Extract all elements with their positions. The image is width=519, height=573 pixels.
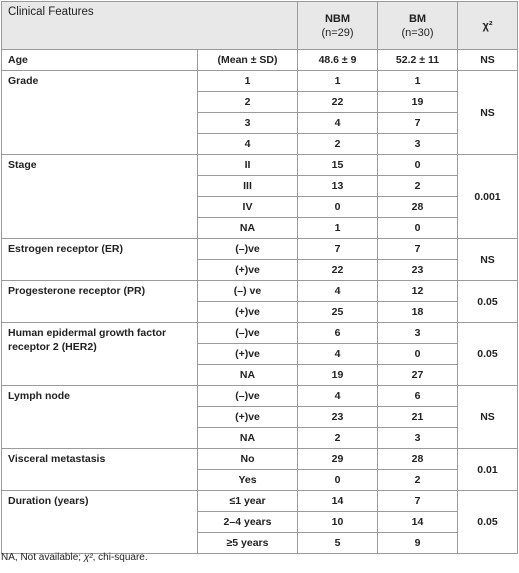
bm-value-cell: 0 xyxy=(378,218,458,239)
chi-square-cell: 0.001 xyxy=(458,155,518,239)
chi-square-cell: NS xyxy=(458,386,518,449)
chi-square-cell: NS xyxy=(458,50,518,71)
nbm-value-cell: 22 xyxy=(298,260,378,281)
bm-value-cell: 28 xyxy=(378,449,458,470)
bm-value-cell: 21 xyxy=(378,407,458,428)
bm-value-cell: 12 xyxy=(378,281,458,302)
bm-value-cell: 7 xyxy=(378,491,458,512)
feature-cell: Grade xyxy=(2,71,198,155)
nbm-value-cell: 2 xyxy=(298,428,378,449)
footnote-chi-text: , chi-square. xyxy=(92,552,148,563)
feature-cell: Estrogen receptor (ER) xyxy=(2,239,198,281)
table-row xyxy=(2,491,518,512)
chi-square-cell: 0.01 xyxy=(458,449,518,491)
subcategory-cell: 3 xyxy=(198,113,298,134)
subcategory-cell: (+)ve xyxy=(198,260,298,281)
nbm-value-cell: 4 xyxy=(298,113,378,134)
bm-value-cell: 0 xyxy=(378,155,458,176)
clinical-features-table xyxy=(1,1,518,554)
subcategory-cell: 1 xyxy=(198,71,298,92)
nbm-value-cell: 19 xyxy=(298,365,378,386)
subcategory-cell: 2–4 years xyxy=(198,512,298,533)
subcategory-cell: (+)ve xyxy=(198,344,298,365)
nbm-value-cell: 15 xyxy=(298,155,378,176)
table-row xyxy=(2,50,518,71)
table-row xyxy=(2,239,518,260)
subcategory-cell: ≤1 year xyxy=(198,491,298,512)
header-bm-label: BM xyxy=(408,12,427,25)
nbm-value-cell: 6 xyxy=(298,323,378,344)
table-row xyxy=(2,155,518,176)
subcategory-cell: (+)ve xyxy=(198,302,298,323)
nbm-value-cell: 4 xyxy=(298,344,378,365)
footnote-na: NA, Not available; xyxy=(1,552,84,563)
nbm-value-cell: 22 xyxy=(298,92,378,113)
feature-cell: Visceral metastasis xyxy=(2,449,198,491)
nbm-value-cell: 0 xyxy=(298,197,378,218)
bm-value-cell: 23 xyxy=(378,260,458,281)
feature-cell: Age xyxy=(2,50,198,71)
feature-cell: Duration (years) xyxy=(2,491,198,554)
footnote-chi-symbol: χ² xyxy=(83,552,93,563)
header-nbm-n: (n=29) xyxy=(321,26,354,39)
subcategory-cell: (–)ve xyxy=(198,239,298,260)
nbm-value-cell: 2 xyxy=(298,134,378,155)
nbm-value-cell: 10 xyxy=(298,512,378,533)
nbm-value-cell: 48.6 ± 9 xyxy=(298,50,378,71)
table-row xyxy=(2,449,518,470)
header-nbm xyxy=(298,2,378,50)
bm-value-cell: 0 xyxy=(378,344,458,365)
subcategory-cell: (+)ve xyxy=(198,407,298,428)
nbm-value-cell: 4 xyxy=(298,281,378,302)
chi-square-cell: 0.05 xyxy=(458,323,518,386)
subcategory-cell: 4 xyxy=(198,134,298,155)
bm-value-cell: 28 xyxy=(378,197,458,218)
bm-value-cell: 3 xyxy=(378,428,458,449)
bm-value-cell: 7 xyxy=(378,113,458,134)
header-bm-n: (n=30) xyxy=(401,26,434,39)
bm-value-cell: 7 xyxy=(378,239,458,260)
subcategory-cell: NA xyxy=(198,365,298,386)
header-bm xyxy=(378,2,458,50)
subcategory-cell: NA xyxy=(198,428,298,449)
nbm-value-cell: 29 xyxy=(298,449,378,470)
feature-cell: Lymph node xyxy=(2,386,198,449)
bm-value-cell: 3 xyxy=(378,134,458,155)
nbm-value-cell: 1 xyxy=(298,71,378,92)
nbm-value-cell: 1 xyxy=(298,218,378,239)
chi-square-cell: NS xyxy=(458,71,518,155)
nbm-value-cell: 23 xyxy=(298,407,378,428)
bm-value-cell: 19 xyxy=(378,92,458,113)
bm-value-cell: 2 xyxy=(378,176,458,197)
table-row xyxy=(2,71,518,92)
chi-square-cell: 0.05 xyxy=(458,491,518,554)
bm-value-cell: 9 xyxy=(378,533,458,554)
header-nbm-label: NBM xyxy=(324,12,351,25)
bm-value-cell: 3 xyxy=(378,323,458,344)
bm-value-cell: 6 xyxy=(378,386,458,407)
table-row xyxy=(2,281,518,302)
nbm-value-cell: 0 xyxy=(298,470,378,491)
nbm-value-cell: 7 xyxy=(298,239,378,260)
header-chi-square: χ² xyxy=(458,2,518,50)
nbm-value-cell: 13 xyxy=(298,176,378,197)
nbm-value-cell: 14 xyxy=(298,491,378,512)
table-row xyxy=(2,323,518,344)
chi-square-cell: NS xyxy=(458,239,518,281)
feature-cell: Progesterone receptor (PR) xyxy=(2,281,198,323)
nbm-value-cell: 5 xyxy=(298,533,378,554)
header-row xyxy=(2,2,518,50)
feature-cell: Human epidermal growth factor receptor 2 (HER2) xyxy=(2,323,198,386)
subcategory-cell: 2 xyxy=(198,92,298,113)
bm-value-cell: 52.2 ± 11 xyxy=(378,50,458,71)
bm-value-cell: 14 xyxy=(378,512,458,533)
table-footnote xyxy=(1,552,148,563)
bm-value-cell: 1 xyxy=(378,71,458,92)
subcategory-cell: III xyxy=(198,176,298,197)
subcategory-cell: ≥5 years xyxy=(198,533,298,554)
subcategory-cell: NA xyxy=(198,218,298,239)
subcategory-cell: (–)ve xyxy=(198,386,298,407)
subcategory-cell: (Mean ± SD) xyxy=(198,50,298,71)
subcategory-cell: No xyxy=(198,449,298,470)
nbm-value-cell: 4 xyxy=(298,386,378,407)
bm-value-cell: 18 xyxy=(378,302,458,323)
subcategory-cell: IV xyxy=(198,197,298,218)
subcategory-cell: Yes xyxy=(198,470,298,491)
feature-cell: Stage xyxy=(2,155,198,239)
subcategory-cell: II xyxy=(198,155,298,176)
subcategory-cell: (–)ve xyxy=(198,323,298,344)
table-row xyxy=(2,386,518,407)
bm-value-cell: 27 xyxy=(378,365,458,386)
nbm-value-cell: 25 xyxy=(298,302,378,323)
header-clinical-features: Clinical Features xyxy=(2,2,298,50)
chi-square-cell: 0.05 xyxy=(458,281,518,323)
subcategory-cell: (–) ve xyxy=(198,281,298,302)
bm-value-cell: 2 xyxy=(378,470,458,491)
